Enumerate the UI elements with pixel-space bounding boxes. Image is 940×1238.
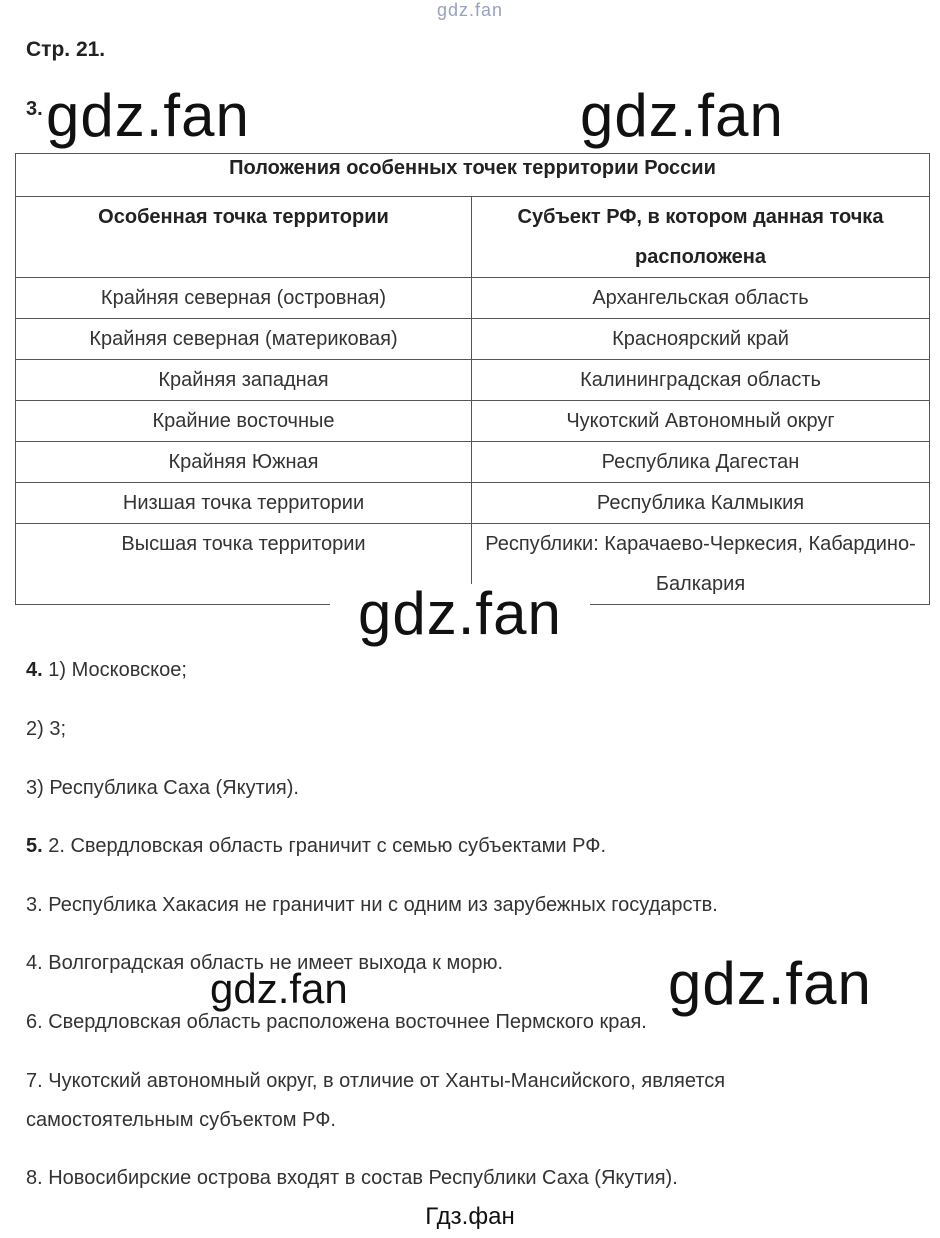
watermark: gdz.fan bbox=[668, 950, 872, 1017]
task-5-item-6: 8. Новосибирские острова входят в состав Республики Саха (Якутия). bbox=[26, 1167, 678, 1189]
table-cell: Крайняя западная bbox=[16, 360, 472, 401]
task-5-number: 5. bbox=[26, 835, 43, 857]
task-5-item-5-cont: самостоятельным субъектом РФ. bbox=[26, 1109, 336, 1131]
table-cell: Крайняя северная (материковая) bbox=[16, 319, 472, 360]
watermark: gdz.fan bbox=[46, 82, 250, 149]
table-cell: Высшая точка территории bbox=[16, 524, 472, 605]
task-4-number: 4. bbox=[26, 659, 43, 681]
task-5-item-1 bbox=[26, 826, 606, 866]
watermark-top: gdz.fan bbox=[436, 0, 504, 20]
page-reference: Стр. 21. bbox=[26, 38, 106, 61]
task-5-item-5: 7. Чукотский автономный округ, в отличие от Ханты-Мансийского, является bbox=[26, 1070, 726, 1092]
task-4-item-2: 2) 3; bbox=[26, 718, 67, 740]
table-cell: Чукотский Автономный округ bbox=[472, 401, 930, 442]
table-header-subject: Субъект РФ, в котором данная точка расположена bbox=[472, 197, 930, 278]
table-row bbox=[16, 360, 930, 401]
territory-points-table bbox=[15, 153, 930, 605]
table-cell: Калининградская область bbox=[472, 360, 930, 401]
table-row bbox=[16, 319, 930, 360]
answer-text: 1) Московское; bbox=[48, 659, 187, 681]
task-4-item-3: 3) Республика Саха (Якутия). bbox=[26, 777, 299, 799]
table-cell: Красноярский край bbox=[472, 319, 930, 360]
table-cell: Республика Дагестан bbox=[472, 442, 930, 483]
task-5-item-3: 4. Волгоградская область не имеет выхода к морю. bbox=[26, 952, 504, 974]
task-5-item-4: 6. Свердловская область расположена восточнее Пермского края. bbox=[26, 1011, 647, 1033]
answer-text: 2. Свердловская область граничит с семью субъектами РФ. bbox=[48, 835, 607, 857]
watermark: gdz.fan bbox=[330, 584, 590, 644]
table-row bbox=[16, 278, 930, 319]
watermark: gdz.fan bbox=[580, 82, 784, 149]
table-cell: Крайняя Южная bbox=[16, 442, 472, 483]
table-cell: Республика Калмыкия bbox=[472, 483, 930, 524]
task-3-number: 3. bbox=[26, 98, 43, 120]
table-cell: Низшая точка территории bbox=[16, 483, 472, 524]
table-row bbox=[16, 401, 930, 442]
task-5-item-2: 3. Республика Хакасия не граничит ни с одним из зарубежных государств. bbox=[26, 894, 718, 916]
table-cell: Архангельская область bbox=[472, 278, 930, 319]
watermark: gdz.fan bbox=[210, 965, 348, 1012]
table-caption: Положения особенных точек территории России bbox=[16, 154, 930, 197]
table-row bbox=[16, 442, 930, 483]
table-row bbox=[16, 483, 930, 524]
table-header-point: Особенная точка территории bbox=[16, 197, 472, 278]
table-cell: Крайние восточные bbox=[16, 401, 472, 442]
footer-brand: Гдз.фан bbox=[425, 1203, 515, 1230]
table-cell: Крайняя северная (островная) bbox=[16, 278, 472, 319]
table-cell: Республики: Карачаево-Черкесия, Кабардино-Балкария bbox=[472, 524, 930, 605]
task-4-item-1 bbox=[26, 650, 187, 690]
